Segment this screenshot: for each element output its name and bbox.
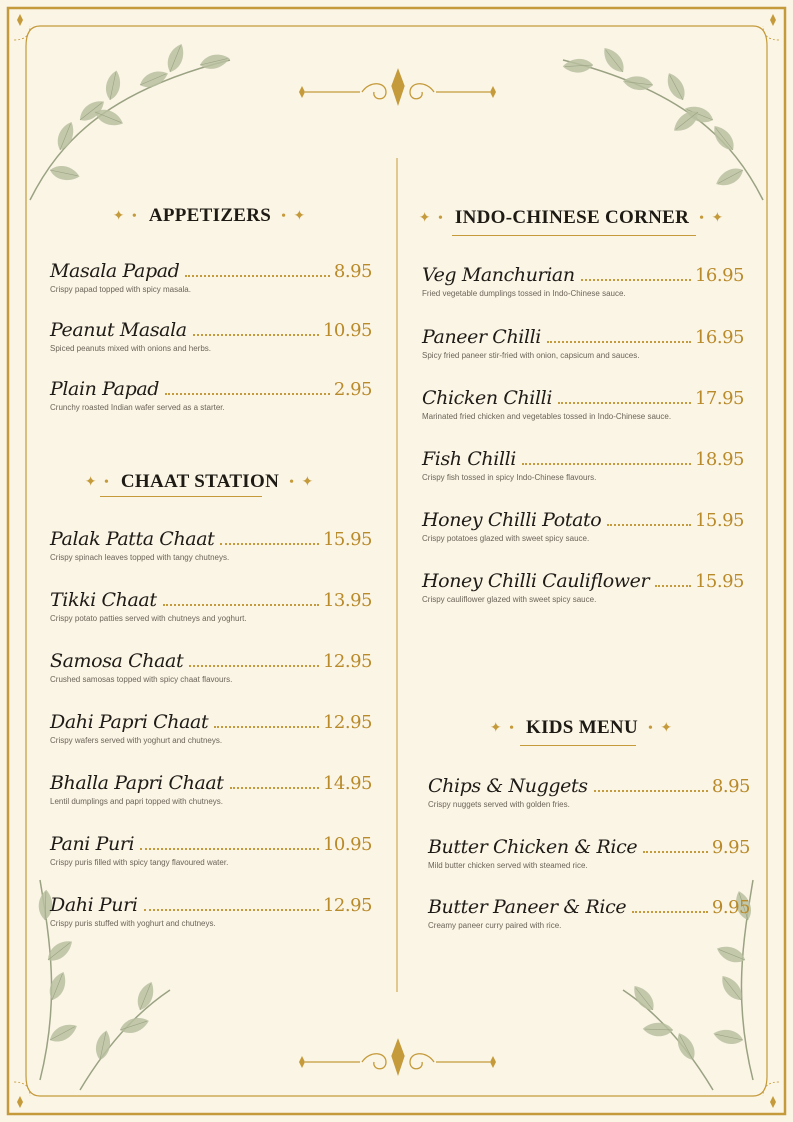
item-name: Peanut Masala [50, 319, 187, 341]
menu-item [422, 509, 744, 543]
menu-item [50, 833, 372, 867]
diamond-star-icon: • ✦ [699, 210, 726, 226]
item-name: Dahi Puri [50, 894, 138, 916]
item-description: Crispy puris filled with spicy tangy flavoured water. [50, 858, 229, 867]
item-price: 15.95 [322, 529, 372, 550]
item-price: 8.95 [333, 261, 372, 282]
item-name: Palak Patta Chaat [50, 528, 215, 550]
menu-item [50, 378, 372, 412]
item-price: 15.95 [694, 571, 744, 592]
chaat-heading [50, 471, 350, 493]
leader-dots [632, 911, 708, 913]
menu-item [422, 326, 744, 360]
item-price: 16.95 [694, 327, 744, 348]
section-title: APPETIZERS [148, 205, 272, 226]
ornament-flourish-icon [305, 70, 490, 104]
item-price: 12.95 [322, 712, 372, 733]
item-description: Crispy nuggets served with golden fries. [428, 800, 570, 809]
diamond-star-icon: • ✦ [289, 474, 316, 490]
menu-item [428, 896, 750, 930]
leader-dots [193, 334, 319, 336]
item-price: 12.95 [322, 895, 372, 916]
item-name: Veg Manchurian [422, 264, 575, 286]
item-price: 9.95 [711, 837, 750, 858]
item-description: Crispy wafers served with yoghurt and chutneys. [50, 736, 223, 745]
item-price: 2.95 [333, 379, 372, 400]
heading-underline [520, 745, 636, 746]
item-name: Chicken Chilli [422, 387, 553, 409]
item-name: Honey Chilli Potato [422, 509, 602, 531]
item-description: Crispy puris stuffed with yoghurt and chutneys. [50, 919, 216, 928]
menu-item [422, 264, 744, 298]
item-price: 10.95 [322, 320, 372, 341]
item-description: Fried vegetable dumplings tossed in Indo-Chinese sauce. [422, 289, 626, 298]
leader-dots [655, 585, 691, 587]
item-description: Crispy spinach leaves topped with tangy chutneys. [50, 553, 230, 562]
menu-item [50, 319, 372, 353]
item-description: Lentil dumplings and papri topped with chutneys. [50, 797, 223, 806]
item-description: Crispy fish tossed in spicy Indo-Chinese flavours. [422, 473, 597, 482]
item-name: Chips & Nuggets [428, 775, 588, 797]
item-description: Crispy potato patties served with chutneys and yoghurt. [50, 614, 247, 623]
item-price: 16.95 [694, 265, 744, 286]
item-price: 15.95 [694, 510, 744, 531]
menu-item [50, 711, 372, 745]
leader-dots [140, 848, 319, 850]
item-description: Crispy papad topped with spicy masala. [50, 285, 191, 294]
menu-item [428, 775, 750, 809]
leader-dots [220, 543, 319, 545]
leader-dots [189, 665, 319, 667]
menu-item [50, 650, 372, 684]
leader-dots [558, 402, 691, 404]
menu-item [50, 772, 372, 806]
heading-underline [452, 235, 696, 236]
item-description: Spiced peanuts mixed with onions and herbs. [50, 344, 211, 353]
leader-dots [165, 393, 330, 395]
item-price: 18.95 [694, 449, 744, 470]
item-description: Mild butter chicken served with steamed rice. [428, 861, 588, 870]
item-price: 8.95 [711, 776, 750, 797]
heading-underline [100, 496, 262, 497]
leader-dots [547, 341, 691, 343]
item-name: Samosa Chaat [50, 650, 184, 672]
item-name: Tikki Chaat [50, 589, 157, 611]
leader-dots [185, 275, 330, 277]
menu-item [50, 528, 372, 562]
item-name: Paneer Chilli [422, 326, 541, 348]
diamond-star-icon: ✦ • [112, 208, 139, 224]
item-description: Crunchy roasted Indian wafer served as a starter. [50, 403, 225, 412]
indo-chinese-heading [418, 207, 726, 229]
menu-item [422, 448, 744, 482]
menu-item [422, 570, 744, 604]
item-description: Marinated fried chicken and vegetables tossed in Indo-Chinese sauce. [422, 412, 672, 421]
leader-dots [163, 604, 319, 606]
menu-item [422, 387, 744, 421]
leader-dots [581, 279, 691, 281]
diamond-star-icon: • ✦ [281, 208, 308, 224]
item-description: Crushed samosas topped with spicy chaat flavours. [50, 675, 233, 684]
diamond-star-icon: • ✦ [647, 720, 675, 736]
item-name: Pani Puri [50, 833, 135, 855]
leader-dots [643, 851, 708, 853]
section-title: CHAAT STATION [120, 471, 280, 492]
section-title: KIDS MENU [526, 717, 638, 738]
leader-dots [607, 524, 691, 526]
leaf-branch-icon [30, 42, 230, 200]
item-price: 13.95 [322, 590, 372, 611]
leader-dots [522, 463, 691, 465]
item-price: 10.95 [322, 834, 372, 855]
item-name: Bhalla Papri Chaat [50, 772, 224, 794]
appetizers-heading [60, 205, 360, 227]
menu-item [428, 836, 750, 870]
menu-item [50, 589, 372, 623]
item-name: Dahi Papri Chaat [50, 711, 209, 733]
leader-dots [144, 909, 319, 911]
menu-item [50, 894, 372, 928]
item-price: 9.95 [711, 897, 750, 918]
leader-dots [214, 726, 319, 728]
item-description: Crispy potatoes glazed with sweet spicy sauce. [422, 534, 590, 543]
item-name: Honey Chilli Cauliflower [422, 570, 650, 592]
leader-dots [230, 787, 319, 789]
item-description: Spicy fried paneer stir-fried with onion, capsicum and sauces. [422, 351, 640, 360]
item-description: Crispy cauliflower glazed with sweet spicy sauce. [422, 595, 597, 604]
item-name: Butter Chicken & Rice [428, 836, 638, 858]
diamond-star-icon: ✦ • [84, 474, 111, 490]
item-price: 14.95 [322, 773, 372, 794]
item-name: Butter Paneer & Rice [428, 896, 627, 918]
item-name: Fish Chilli [422, 448, 516, 470]
diamond-star-icon: ✦ • [489, 720, 517, 736]
diamond-star-icon: ✦ • [418, 210, 445, 226]
section-title: INDO-CHINESE CORNER [454, 207, 690, 228]
item-name: Plain Papad [50, 378, 160, 400]
item-description: Creamy paneer curry paired with rice. [428, 921, 562, 930]
kids-heading [432, 717, 732, 739]
leader-dots [594, 790, 708, 792]
item-price: 17.95 [694, 388, 744, 409]
menu-item [50, 260, 372, 294]
item-price: 12.95 [322, 651, 372, 672]
item-name: Masala Papad [50, 260, 180, 282]
